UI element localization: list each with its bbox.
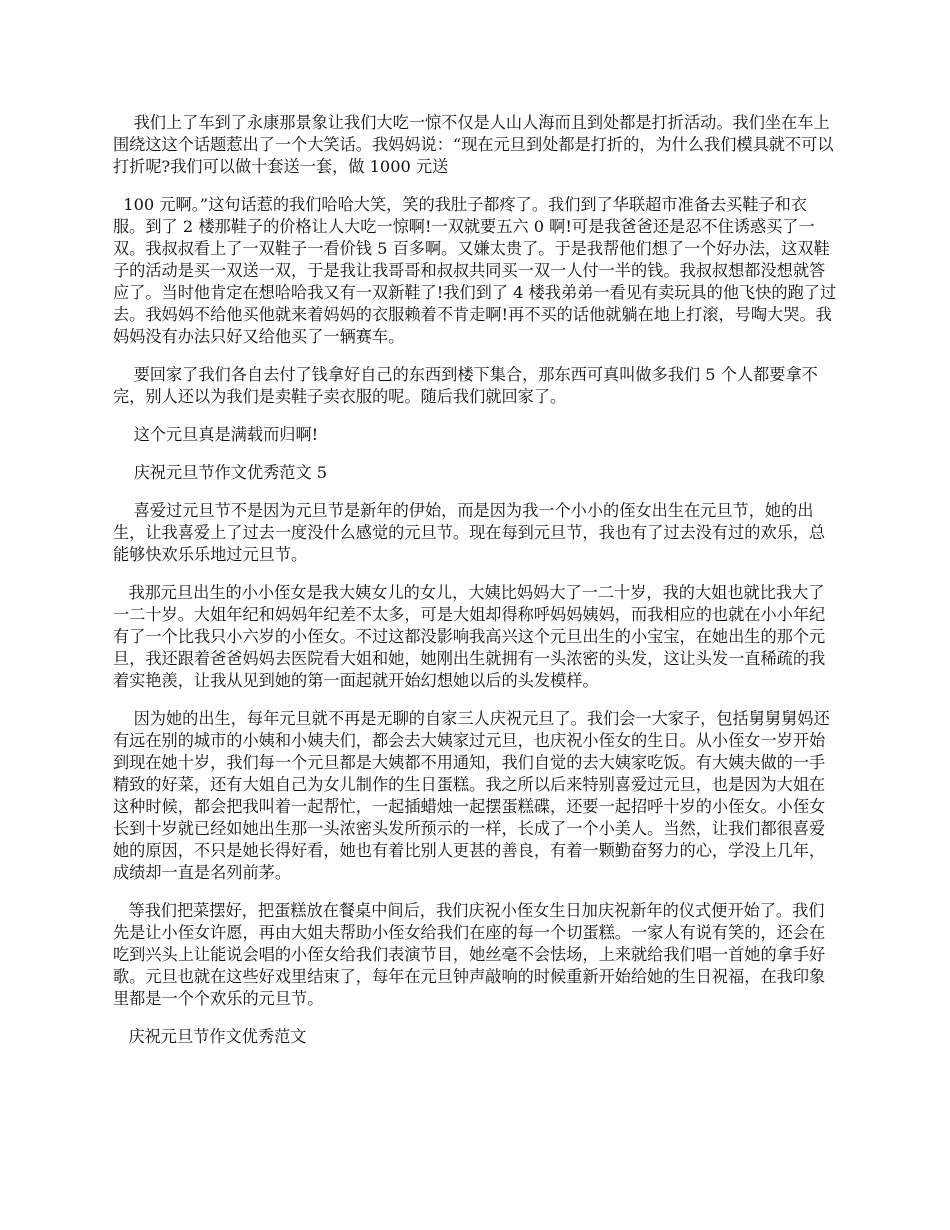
paragraph-6: 喜爱过元旦节不是因为元旦节是新年的伊始，而是因为我一个小小的侄女出生在元旦节，她的出生，让我喜爱上了过去一度没什么感觉的元旦节。现在每到元旦节，我也有了过去没有过的欢乐，总能够快欢乐乐地过元旦节。 (113, 501, 826, 564)
paragraph-7: 我那元旦出生的小小侄女是我大姨女儿的女儿，大姨比妈妈大了一二十岁，我的大姐也就比我大了一二十岁。大姐年纪和妈妈年纪差不太多，可是大姐却得称呼妈妈姨妈，而我相应的也就在小小年纪有了一个比我只小六岁的小侄女。不过这都没影响我高兴这个元旦出生的小宝宝，在她出生的那个元旦，我还跟着爸爸妈妈去医院看大姐和她，她刚出生就拥有一头浓密的头发，这让头发一直稀疏的我着实艳羡，让我从见到她的第一面起就开始幻想她以后的头发模样。 (113, 583, 826, 690)
section-heading-next: 庆祝元旦节作文优秀范文 (113, 1027, 307, 1046)
paragraph-4: 这个元旦真是满载而归啊! (113, 425, 319, 444)
paragraph-1: 我们上了车到了永康那景象让我们大吃一惊不仅是人山人海而且到处都是打折活动。我们坐在车上围绕这这个话题惹出了一个大笑话。我妈妈说：“现在元旦到处都是打折的，为什么我们模具就不可以打折呢?我们可以做十套送一套，做 1000 元送 (113, 113, 834, 176)
paragraph-9: 等我们把菜摆好，把蛋糕放在餐桌中间后，我们庆祝小侄女生日加庆祝新年的仪式便开始了。我们先是让小侄女许愿，再由大姐夫帮助小侄女给我们在座的每一个切蛋糕。一家人有说有笑的，还会在吃到兴头上让能说会唱的小侄女给我们表演节目，她丝毫不会怯场，上来就给我们唱一首她的拿手好歌。元旦也就在这些好戏里结束了，每年在元旦钟声敲响的时候重新开始给她的生日祝福，在我印象里都是一个个欢乐的元旦节。 (113, 901, 826, 1008)
paragraph-3: 要回家了我们各自去付了钱拿好自己的东西到楼下集合，那东西可真叫做多我们 5 个人都要拿不完，别人还以为我们是卖鞋子卖衣服的呢。随后我们就回家了。 (113, 365, 818, 406)
document-body (113, 112, 837, 1064)
section-heading-5: 庆祝元旦节作文优秀范文 5 (113, 463, 328, 482)
paragraph-2: 100 元啊。”这句话惹的我们哈哈大笑，笑的我肚子都疼了。我们到了华联超市准备去买鞋子和衣服。到了 2 楼那鞋子的价格让人大吃一惊啊!一双就要五六 0 啊!可是我爸爸还是忍不住诱惑买了一双。我叔叔看上了一双鞋子一看价钱 5 百多啊。又嫌太贵了。于是我帮他们想了一个好办法，这双鞋子的活动是买一双送一双，于是我让我哥哥和叔叔共同买一双一人付一半的钱。我叔叔想都没想就答应了。当时他肯定在想哈哈我又有一双新鞋了!我们到了 4 楼我弟弟一看见有卖玩具的他飞快的跑了过去。我妈妈不给他买他就来着妈妈的衣服赖着不肯走啊!再不买的话他就躺在地上打滚，号啕大哭。我妈妈没有办法只好又给他买了一辆赛车。 (113, 195, 837, 346)
paragraph-8: 因为她的出生，每年元旦就不再是无聊的自家三人庆祝元旦了。我们会一大家子，包括舅舅舅妈还有远在别的城市的小姨和小姨夫们，都会去大姨家过元旦，也庆祝小侄女的生日。从小侄女一岁开始到现在她十岁，我们每一个元旦都是大姨都不用通知，我们自觉的去大姨家吃饭。有大姨夫做的一手精致的好菜，还有大姐自己为女儿制作的生日蛋糕。我之所以后来特别喜爱过元旦，也是因为大姐在这种时候，都会把我叫着一起帮忙，一起插蜡烛一起摆蛋糕碟，还要一起招呼十岁的小侄女。小侄女长到十岁就已经如她出生那一头浓密头发所预示的一样，长成了一个小美人。当然，让我们都很喜爱她的原因，不只是她长得好看，她也有着比别人更甚的善良，有着一颗勤奋努力的心，学没上几年，成绩却一直是名列前茅。 (113, 709, 830, 882)
